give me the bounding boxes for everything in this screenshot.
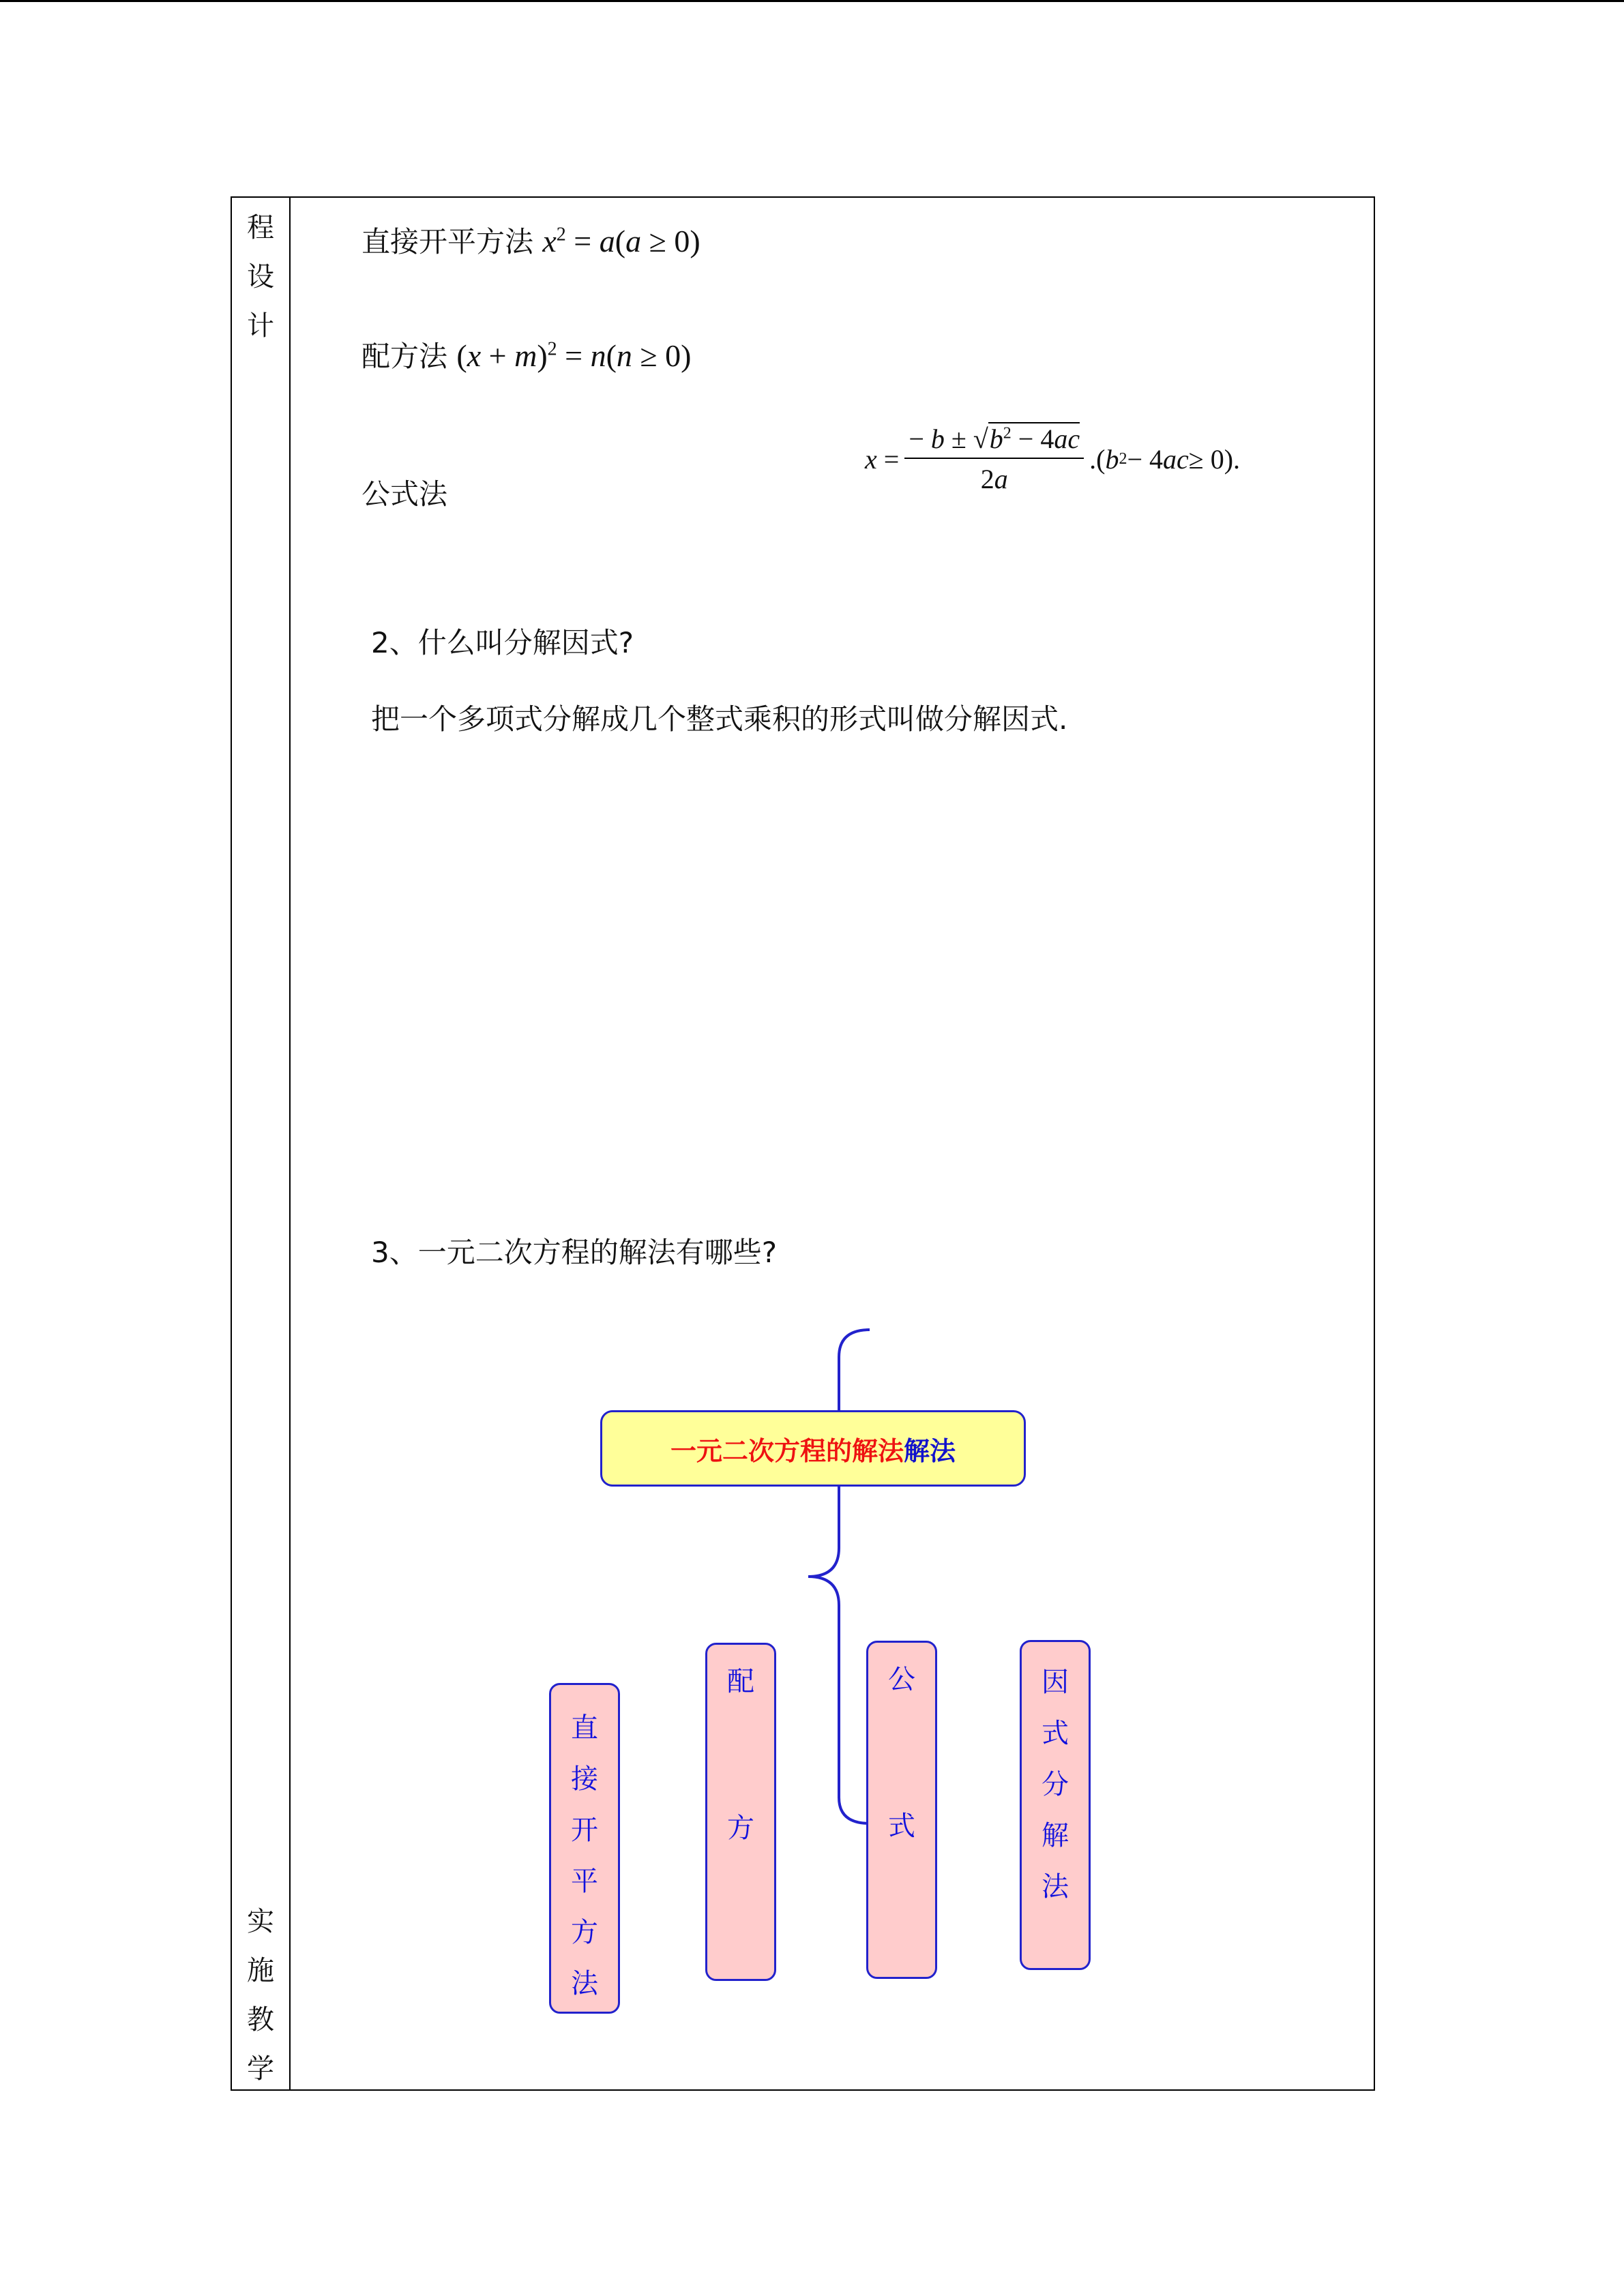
method-char: 因 [1042,1667,1069,1698]
method-char: 公 [888,1664,915,1695]
question-2: 2、什么叫分解因式? [371,626,634,659]
diagram-title [600,1410,1026,1487]
answer-2: 把一个多项式分解成几个整式乘积的形式叫做分解因式. [371,702,1068,736]
side-char: 程 [247,212,274,243]
method-label: 配方法 [361,340,448,373]
method-char: 式 [888,1810,915,1842]
column-divider [289,198,291,2089]
direct-root-method [361,220,700,260]
side-char: 学 [247,2053,274,2085]
title-red-text: 一元二次方程的解法 [670,1435,904,1466]
side-label-design [232,203,289,351]
method-char: 法 [1042,1871,1069,1903]
method-char: 平 [571,1866,598,1897]
method-completing-square [705,1643,776,1981]
quadratic-formula: x = $\frac{- b \pm √b^2 - 4ac}{2a}$ .( b 2 − 4 ac ≥ 0). [865,423,1241,494]
method-formula [866,1641,937,1979]
method-char: 式 [1042,1718,1069,1749]
method-char: 分 [1042,1769,1069,1800]
method-char: 接 [571,1763,598,1795]
method-char: 方 [727,1813,754,1844]
formula-method-label: 公式法 [361,477,448,511]
equation: $(x + m)^2 = n(n \ge 0)$ [456,338,692,373]
method-factoring [1020,1640,1091,1970]
method-label: 直接开平方法 [361,225,534,258]
method-char: 直 [571,1712,598,1744]
completing-square-method [361,334,692,375]
method-direct-root [549,1683,620,2014]
side-label-teaching [232,1897,289,2093]
side-char: 计 [247,310,274,342]
method-char: 开 [571,1815,598,1846]
question-3: 3、一元二次方程的解法有哪些? [371,1236,778,1269]
title-blue-text: 解法 [904,1435,956,1466]
side-char: 设 [247,261,274,293]
side-char: 实 [247,1906,274,1937]
side-char: 教 [247,2004,274,2036]
method-char: 法 [571,1968,598,1999]
method-char: 解 [1042,1820,1069,1851]
method-char: 配 [727,1666,754,1697]
page-top-border [0,0,1624,2]
side-char: 施 [247,1955,274,1986]
equation: $x^2 = a(a \ge 0)$ [542,224,700,258]
method-char: 方 [571,1917,598,1948]
